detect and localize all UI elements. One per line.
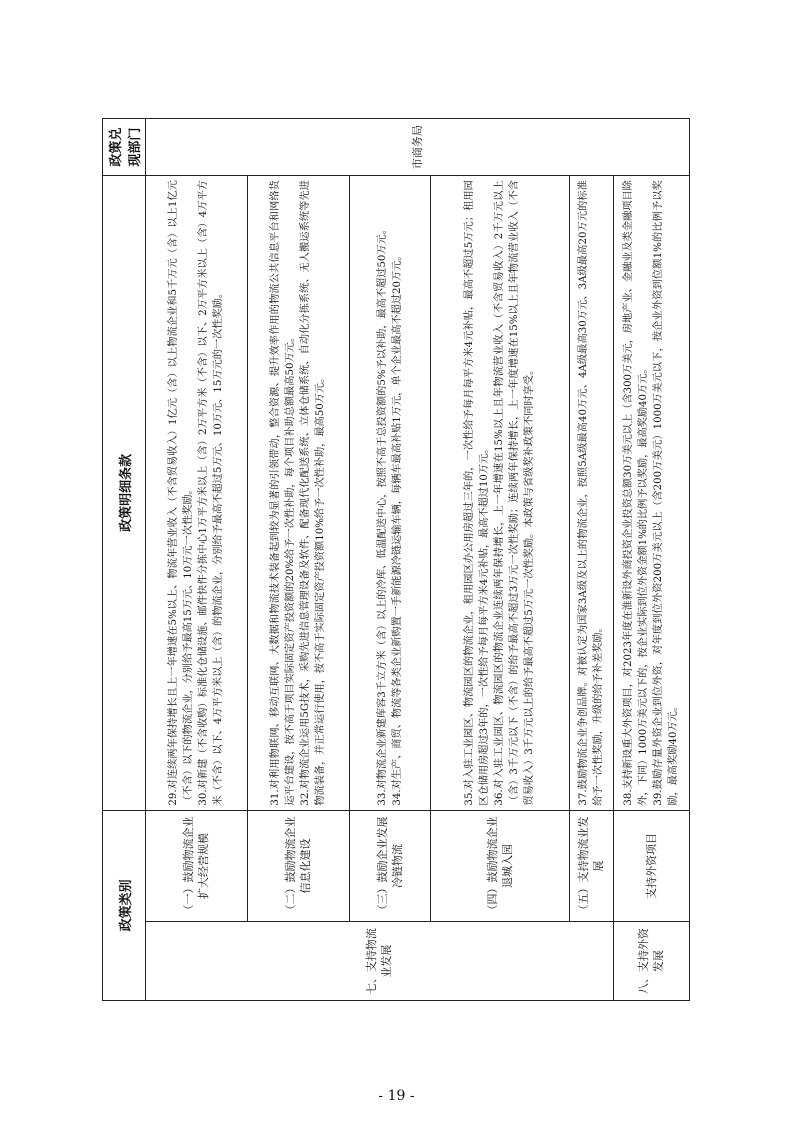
header-dept: 政策兑现部门	[103, 119, 146, 176]
table-row	[430, 119, 569, 1001]
policy-item: 32.对物流企业运用5G技术，采购先进信息管理设备及软件、配备现代化配送系统、立体仓储系统、自动化分拣系统、无人搬运系统等先进物流装备，并正常运行使用，按不高于实际固定资产投资额10%给予一次性补助，最高50万元。	[300, 180, 327, 806]
policy-item: 38.支持新设重大外资项目，对2023年度在淮新设外商投资企业投资总额30万美元以上（含300万美元，房地产业、金融业及类金融项目除外，下同）1000万美元以下的，按企业实际到位外资金额1%的比例予以奖励，最高奖励40万元。	[623, 180, 650, 806]
detail-cell	[569, 176, 613, 811]
table-header-row	[103, 119, 146, 1001]
policy-item: 34.对生产、商贸、物流等各类企业新购置一手新能源冷链运输车辆，每辆车最高补贴1万元，单个企业最高不超过20万元。	[391, 250, 403, 806]
category-section-8: 八、支持外资发展	[613, 922, 689, 1001]
header-detail: 政策明细条款	[103, 176, 146, 811]
table-row	[146, 119, 248, 1001]
policy-item: 36.对入驻工业园区、物流园区的物流企业连续两年保持增长，上一年增速在15%以上且年物流营业收入（不含贸易收入）2千万元以上（含）3千万元以下（不含）的给予最高不超过3万元一次性奖励；连续两年保持增长，上一年度增速在15%以上且年物流营业收入（不含贸易收入）3千万元以上的给予最高不超过5万元一次性奖励。本政策与省级奖补政策不同时享受。	[494, 180, 536, 806]
policy-item: 35.对入驻工业园区、物流园区的物流企业，租用园区办公用房超过三年的，一次性给予每月每平方米4元补贴，最高不超过5万元；租用园区仓储用房超过3年的，一次性给予每月每平方米4元补贴，最高不超过10万元。	[464, 180, 491, 806]
subcategory-cell: 支持外资项目	[613, 810, 689, 922]
table-row	[349, 119, 430, 1001]
table-row	[613, 119, 689, 1001]
detail-cell	[613, 176, 689, 811]
subcategory-cell: （三）鼓励企业发展冷链物流	[349, 810, 430, 922]
department-cell: 市商务局	[146, 119, 690, 176]
detail-cell	[146, 176, 248, 811]
subcategory-cell: （四）鼓励物流企业退城入园	[430, 810, 569, 922]
detail-cell	[349, 176, 430, 811]
policy-item: 37.鼓励物流企业争创品牌。对被认定为国家3A级及以上的物流企业，按照5A级最高40万元、4A级最高30万元、3A级最高20万元的标准给予一次性奖励，升级的给予补差奖励。	[578, 180, 605, 806]
detail-cell	[247, 176, 349, 811]
rotated-policy-table	[102, 118, 690, 1001]
detail-cell	[430, 176, 569, 811]
category-section-7: 七、支持物流业发展	[146, 922, 614, 1001]
header-category: 政策类别	[103, 810, 146, 1000]
subcategory-cell: （二）鼓励物流企业信息化建设	[247, 810, 349, 922]
subcategory-cell: （五）支持物流业发展	[569, 810, 613, 922]
subcategory-cell: （一）鼓励物流企业扩大经营规模	[146, 810, 248, 922]
policy-table	[102, 118, 690, 1001]
policy-item: 33.对物流企业新建库容3千立方米（含）以上的冷库、低温配送中心，按照不高于总投资额的5%予以补助，最高不超过50万元。	[376, 224, 388, 806]
table-row	[247, 119, 349, 1001]
table-row	[569, 119, 613, 1001]
policy-item: 29.对连续两年保持增长且上一年增速在5%以上、物流年营业收入（不含贸易收入）1亿元（含）以上物流企业和5千万元（含）以上1亿元（不含）以下的物流企业，分别给予最高15万元、10万元一次性奖励。	[168, 180, 195, 806]
policy-item: 31.对利用物联网、移动互联网、大数据和物流技术装备起到较为显著的引领带动，整合资源、提升效率作用的物流公共信息平台和网络货运平台建设，按不高于项目实际固定资产投资额的20%给予一次性补助，每个项目补助总额最高50万元。	[270, 180, 297, 806]
policy-item: 30.对新建（不含收购）标准化仓储设施、邮件快件分拣中心1万平方米以上（含）2万平方米（不含）以下、2万平方米以上（含）4万平方米（不含）以下、4万平方米以上（含）的物流企业，分别给予最高不超过5万元、10万元、15万元的一次性奖励。	[198, 180, 225, 806]
page-number: - 19 -	[378, 1088, 415, 1104]
policy-item: 39.鼓励存量外资企业到位外资，对年度到位外资200万美元以上（含200万美元）1000万美元以下，按企业外资到位额1%的比例予以奖励，最高奖励40万元。	[653, 180, 680, 806]
